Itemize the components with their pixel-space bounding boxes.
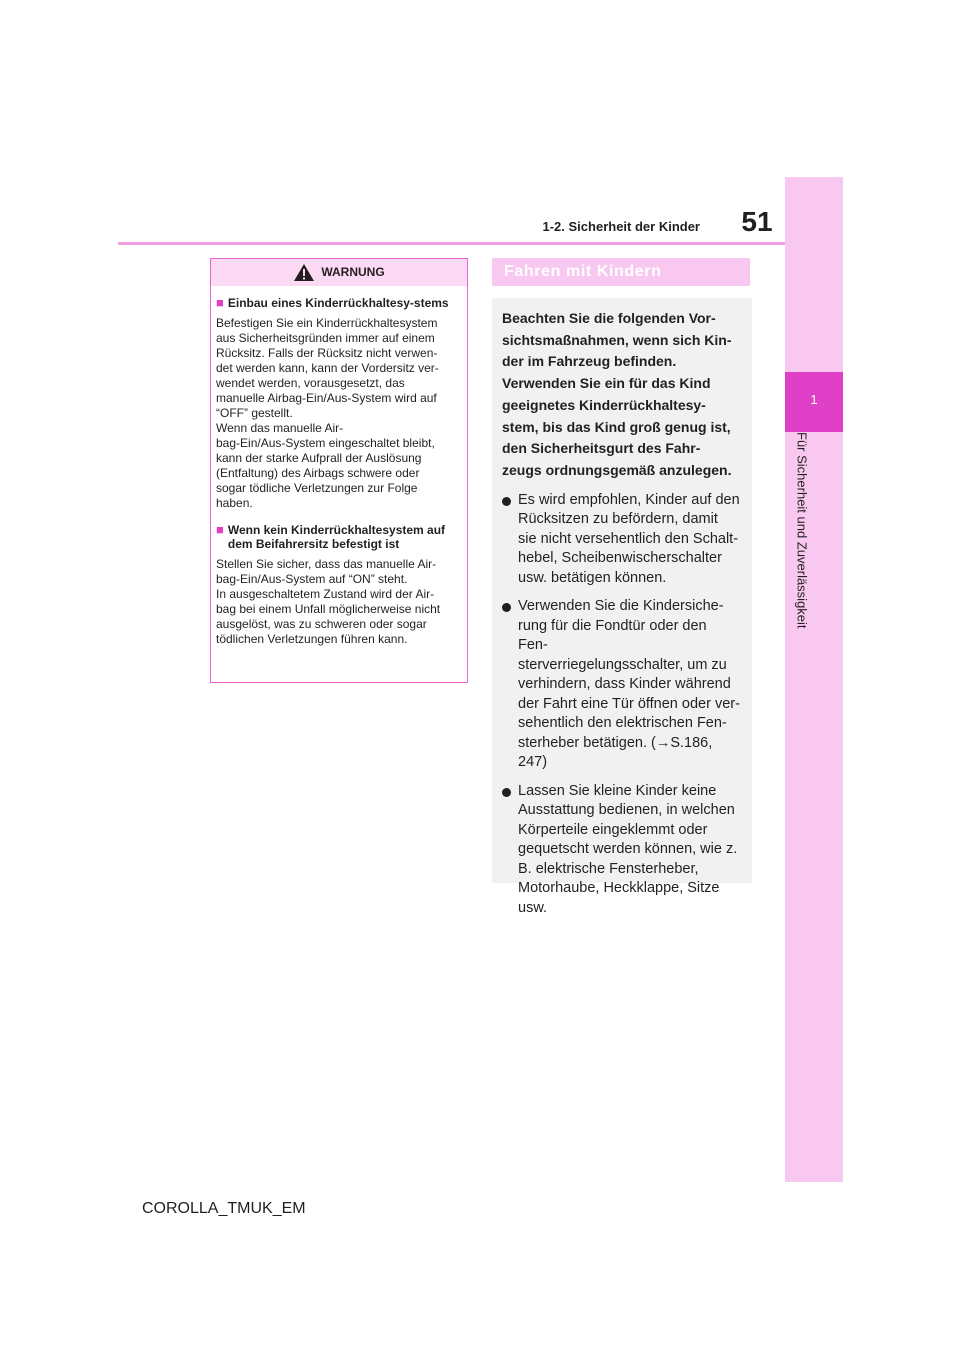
section-title: 1-2. Sicherheit der Kinder (542, 219, 700, 234)
text-line: Körperteile eingeklemmt oder (518, 821, 708, 838)
warning-item-text (216, 316, 456, 511)
text-line: Ausstattung bedienen, in welchen (518, 802, 735, 819)
text-line: Lassen Sie kleine Kinder keine (518, 782, 717, 799)
text-line: bag bei einem Unfall möglicherweise nicht (216, 602, 441, 616)
text-line: tödlichen Verletzungen führen kann. (216, 632, 408, 646)
warning-header (211, 259, 467, 286)
page-number: 51 (741, 206, 773, 237)
text-line: geeignetes Kinderrückhaltesy- (502, 396, 706, 413)
text-line: Beachten Sie die folgenden Vor- (502, 310, 716, 326)
warning-item-title (216, 523, 456, 551)
list-item (502, 782, 740, 919)
text-line: usw. (518, 899, 548, 916)
text-line: ausgelöst, was zu schweren oder sogar (216, 617, 427, 631)
text-line: den Sicherheitsgurt des Fahr- (502, 440, 701, 457)
warning-box (210, 258, 468, 683)
text-line: “OFF” gestellt. (216, 406, 293, 420)
page-reference-link[interactable]: sterheber betätigen. (→S.186, (518, 734, 713, 751)
text-line: aus Sicherheitsgründen immer auf einem (216, 331, 435, 345)
text-line: Stellen Sie sicher, dass das manuelle Air- (216, 557, 437, 571)
warning-item-title-text: Einbau eines Kinderrückhaltesy-stems (227, 296, 449, 310)
text-line: sehentlich den elektrischen Fen- (518, 715, 727, 732)
driving-intro (502, 308, 740, 482)
warning-item-title (216, 296, 456, 310)
text-line: manuelle Airbag-Ein/Aus-System wird auf (216, 391, 437, 405)
bullet-dot-icon (502, 788, 511, 797)
text-line: Befestigen Sie ein Kinderrückhaltesystem (216, 316, 438, 330)
text-line: Wenn das manuelle Air- (216, 421, 344, 435)
square-bullet-icon: ■ (216, 522, 224, 537)
chapter-side-tab (785, 177, 843, 1182)
bullet-text (518, 491, 740, 589)
text-line: der im Fahrzeug befinden. (502, 353, 677, 370)
bullet-text (518, 782, 737, 919)
text-line: stem, bis das Kind groß genug ist, (502, 418, 731, 435)
text-line: haben. (216, 496, 253, 510)
text-line: B. elektrische Fensterheber, (518, 860, 699, 877)
warning-item-text (216, 557, 456, 647)
chapter-number: 1 (810, 392, 818, 407)
bullet-text (518, 597, 740, 773)
text-line: hebel, Scheibenwischerschalter (518, 550, 722, 567)
text-line: wendet werden, vorausgesetzt, das (216, 376, 405, 390)
bullet-dot-icon (502, 497, 511, 506)
text-line: Rücksitz. Falls der Rücksitz nicht verwen- (216, 346, 438, 360)
text-line: det werden kann, kann der Vordersitz ver- (216, 361, 439, 375)
text-line: sie nicht versehentlich den Schalt- (518, 530, 739, 547)
text-line: Motorhaube, Heckklappe, Sitze (518, 880, 720, 897)
warning-item-title-text: Wenn kein Kinderrückhaltesystem auf dem Beifahrersitz befestigt ist (227, 523, 446, 551)
document-code: COROLLA_TMUK_EM (142, 1200, 306, 1217)
text-line: sogar tödliche Verletzungen zur Folge (216, 481, 418, 495)
text-line: gequetscht werden können, wie z. (518, 841, 738, 858)
driving-section-title: Fahren mit Kindern (492, 258, 750, 286)
page-reference-link[interactable]: 247) (518, 754, 548, 771)
chapter-label: Für Sicherheit und Zuverlässigkeit (794, 432, 810, 629)
text-line: Es wird empfohlen, Kinder auf den (518, 491, 740, 508)
text-line: Verwenden Sie die Kindersiche- (518, 598, 724, 615)
text-line: (Entfaltung) des Airbags schwere oder (216, 466, 420, 480)
list-item (502, 597, 740, 773)
bullet-dot-icon (502, 603, 511, 612)
text-line: bag-Ein/Aus-System auf “ON” steht. (216, 572, 408, 586)
text-line: sichtsmaßnahmen, wenn sich Kin- (502, 331, 732, 348)
warning-title: WARNUNG (321, 265, 385, 279)
text-line: Rücksitzen zu befördern, damit (518, 511, 718, 528)
warning-body (211, 286, 467, 647)
text-line: usw. betätigen können. (518, 569, 667, 586)
warning-triangle-icon (293, 263, 315, 282)
text-line: sterverriegelungsschalter, um zu (518, 656, 727, 673)
text-line: kann der starke Aufprall der Auslösung (216, 451, 422, 465)
text-line: zeugs ordnungsgemäß anzulegen. (502, 461, 732, 478)
text-line: rung für die Fondtür oder den Fen- (518, 617, 707, 654)
text-line: bag-Ein/Aus-System eingeschaltet bleibt, (216, 436, 435, 450)
list-item (502, 491, 740, 589)
text-line: verhindern, dass Kinder während (518, 676, 731, 693)
text-line: In ausgeschaltetem Zustand wird der Air- (216, 587, 435, 601)
text-line: der Fahrt eine Tür öffnen oder ver- (518, 695, 740, 712)
header-rule (118, 242, 785, 245)
text-line: Verwenden Sie ein für das Kind (502, 375, 711, 392)
square-bullet-icon: ■ (216, 295, 224, 310)
driving-box (492, 298, 752, 916)
